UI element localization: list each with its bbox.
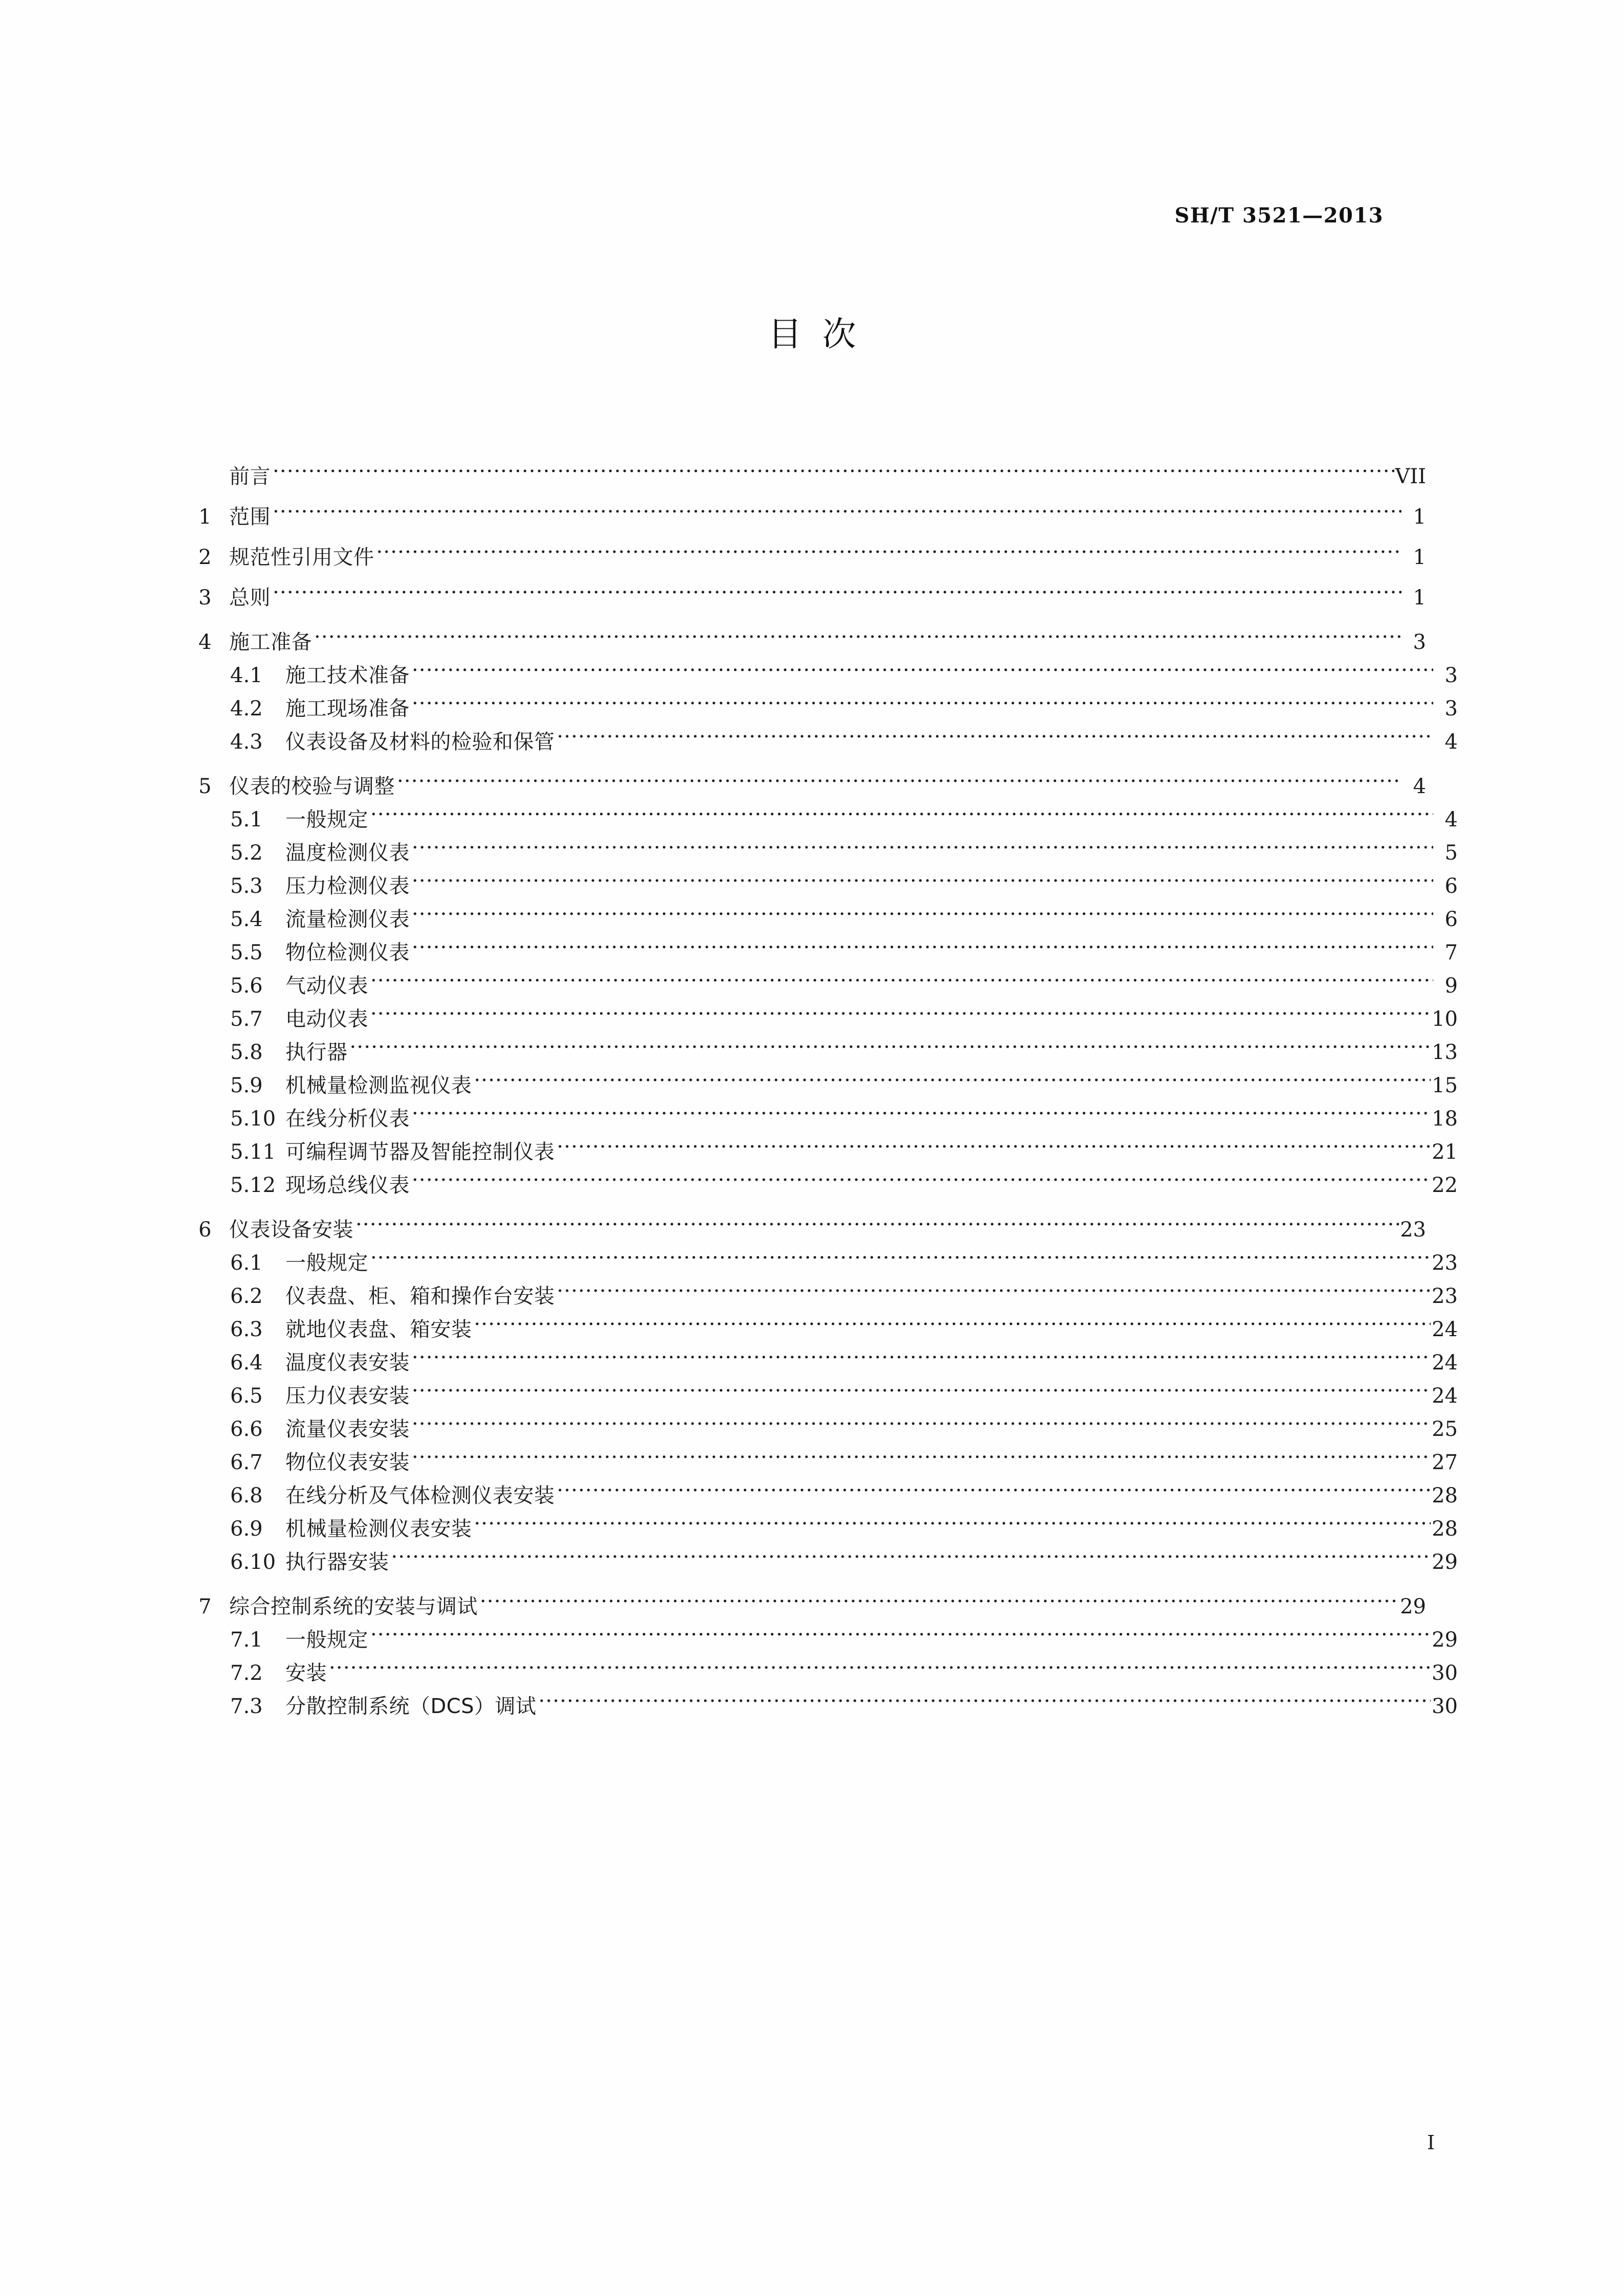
toc-entry-number: 6.10 xyxy=(230,1550,276,1574)
toc-dot-leader xyxy=(412,872,1433,893)
toc-entry[interactable] xyxy=(198,1626,1458,1650)
toc-entry-page-number: 4 xyxy=(1444,808,1458,831)
toc-entry-label: 电动仪表 xyxy=(285,1007,368,1031)
toc-entry-label: 执行器 xyxy=(285,1041,348,1064)
toc-entry[interactable] xyxy=(198,1593,1426,1617)
toc-entry[interactable] xyxy=(198,1415,1458,1439)
toc-dot-leader xyxy=(412,839,1433,860)
toc-entry-label: 一般规定 xyxy=(285,1628,368,1652)
toc-entry-label: 机械量检测仪表安装 xyxy=(285,1517,472,1541)
toc-entry-number: 4.3 xyxy=(230,730,263,754)
toc-dot-leader xyxy=(397,773,1401,793)
toc-entry-number: 5.10 xyxy=(230,1107,276,1131)
toc-dot-leader xyxy=(474,1515,1431,1536)
toc-entry[interactable] xyxy=(198,544,1426,568)
toc-dot-leader xyxy=(273,463,1394,483)
toc-entry[interactable] xyxy=(198,1659,1458,1683)
toc-entry-number: 5.12 xyxy=(230,1174,276,1197)
toc-entry-number: 6.6 xyxy=(230,1417,263,1441)
toc-entry[interactable] xyxy=(198,1039,1458,1063)
toc-entry[interactable] xyxy=(198,728,1458,752)
toc-dot-leader xyxy=(329,1659,1431,1680)
toc-entry-page-number: 23 xyxy=(1432,1285,1458,1308)
toc-entry-page-number: 10 xyxy=(1432,1007,1458,1031)
toc-dot-leader xyxy=(273,503,1401,524)
toc-entry-page-number: 24 xyxy=(1432,1318,1458,1341)
toc-entry-number: 6.7 xyxy=(230,1451,263,1474)
toc-dot-leader xyxy=(474,1072,1431,1092)
toc-entry-label: 温度检测仪表 xyxy=(285,841,410,865)
toc-entry[interactable] xyxy=(198,1449,1458,1473)
toc-entry-label: 压力仪表安装 xyxy=(285,1384,410,1408)
toc-entry-number: 1 xyxy=(198,505,212,529)
toc-entry-number: 5 xyxy=(198,775,212,798)
toc-entry-label: 综合控制系统的安装与调试 xyxy=(229,1595,478,1618)
toc-entry-page-number: 27 xyxy=(1432,1451,1458,1474)
toc-dot-leader xyxy=(539,1693,1431,1713)
toc-entry-label: 规范性引用文件 xyxy=(229,546,374,569)
toc-entry-number: 4.2 xyxy=(230,697,263,721)
toc-entry-page-number: 3 xyxy=(1444,664,1458,687)
toc-entry-number: 4 xyxy=(198,631,212,654)
toc-dot-leader xyxy=(412,662,1433,682)
toc-entry-page-number: 1 xyxy=(1413,505,1426,529)
toc-entry-page-number: 29 xyxy=(1432,1628,1458,1652)
toc-entry[interactable] xyxy=(198,1482,1458,1506)
toc-entry-page-number: 25 xyxy=(1432,1417,1458,1441)
toc-entry-page-number: 3 xyxy=(1413,631,1426,654)
toc-entry-label: 物位仪表安装 xyxy=(285,1451,410,1474)
toc-entry-number: 5.3 xyxy=(230,874,263,898)
toc-entry[interactable] xyxy=(198,1105,1458,1129)
toc-entry-number: 6 xyxy=(198,1218,212,1242)
toc-entry-label: 范围 xyxy=(229,505,271,529)
toc-entry-label: 仪表设备安装 xyxy=(229,1218,353,1242)
toc-entry-number: 2 xyxy=(198,546,212,569)
toc-entry[interactable] xyxy=(198,1316,1458,1340)
toc-entry-page-number: 1 xyxy=(1413,546,1426,569)
toc-entry-number: 6.5 xyxy=(230,1384,263,1408)
toc-entry[interactable] xyxy=(198,972,1458,996)
toc-entry-label: 一般规定 xyxy=(285,808,368,831)
toc-entry-page-number: 30 xyxy=(1432,1695,1458,1718)
toc-entry-page-number: VII xyxy=(1395,465,1426,488)
toc-entry-page-number: 28 xyxy=(1432,1484,1458,1507)
toc-dot-leader xyxy=(370,806,1433,826)
toc-entry-label: 仪表设备及材料的检验和保管 xyxy=(285,730,555,754)
toc-entry-label: 在线分析仪表 xyxy=(285,1107,410,1131)
toc-dot-leader xyxy=(391,1548,1431,1569)
toc-dot-leader xyxy=(412,906,1433,926)
toc-entry-page-number: 15 xyxy=(1432,1074,1458,1097)
toc-entry-page-number: 13 xyxy=(1432,1041,1458,1064)
toc-dot-leader xyxy=(314,628,1401,649)
toc-entry-page-number: 5 xyxy=(1444,841,1458,865)
toc-entry-number: 7.1 xyxy=(230,1628,263,1652)
toc-entry-label: 一般规定 xyxy=(285,1251,368,1275)
toc-entry[interactable] xyxy=(198,584,1426,608)
toc-entry[interactable] xyxy=(198,872,1458,896)
toc-entry-number: 3 xyxy=(198,586,212,610)
toc-entry[interactable] xyxy=(198,1349,1458,1373)
toc-entry-page-number: 23 xyxy=(1400,1218,1426,1242)
toc-entry-number: 4.1 xyxy=(230,664,263,687)
toc-entry-label: 在线分析及气体检测仪表安装 xyxy=(285,1484,555,1507)
toc-entry-number: 5.9 xyxy=(230,1074,263,1097)
toc-dot-leader xyxy=(412,1415,1431,1436)
toc-entry[interactable] xyxy=(198,1693,1458,1717)
toc-entry-label: 流量检测仪表 xyxy=(285,908,410,931)
toc-entry[interactable] xyxy=(198,1282,1458,1307)
toc-entry-page-number: 30 xyxy=(1432,1661,1458,1685)
toc-dot-leader xyxy=(355,1216,1399,1236)
toc-entry-number: 6.3 xyxy=(230,1318,263,1341)
toc-entry-page-number: 3 xyxy=(1444,697,1458,721)
toc-dot-leader xyxy=(370,1626,1431,1647)
toc-dot-leader xyxy=(273,584,1401,604)
toc-entry-number: 6.8 xyxy=(230,1484,263,1507)
toc-dot-leader xyxy=(412,1449,1431,1469)
toc-entry-number: 5.7 xyxy=(230,1007,263,1031)
toc-dot-leader xyxy=(412,1172,1431,1192)
toc-entry[interactable] xyxy=(198,939,1458,963)
toc-entry-page-number: 22 xyxy=(1432,1174,1458,1197)
footer-page-number: I xyxy=(1427,2131,1435,2154)
toc-entry-label: 气动仪表 xyxy=(285,974,368,998)
toc-entry-label: 就地仪表盘、箱安装 xyxy=(285,1318,472,1341)
toc-entry-number: 5.11 xyxy=(230,1140,276,1164)
toc-entry-number: 5.8 xyxy=(230,1041,263,1064)
toc-entry-page-number: 23 xyxy=(1432,1251,1458,1275)
toc-entry[interactable] xyxy=(198,1072,1458,1096)
toc-entry-label: 分散控制系统（DCS）调试 xyxy=(285,1695,537,1718)
toc-entry-page-number: 4 xyxy=(1413,775,1426,798)
toc-entry[interactable] xyxy=(198,1172,1458,1196)
toc-entry-page-number: 9 xyxy=(1444,974,1458,998)
toc-entry-label: 压力检测仪表 xyxy=(285,874,410,898)
toc-dot-leader xyxy=(350,1039,1431,1059)
toc-dot-leader xyxy=(557,1138,1431,1159)
page-title: 目次 xyxy=(768,314,877,354)
toc-dot-leader xyxy=(370,1005,1431,1026)
toc-entry-page-number: 4 xyxy=(1444,730,1458,754)
toc-entry-number: 6.2 xyxy=(230,1285,263,1308)
toc-entry-number: 7.2 xyxy=(230,1661,263,1685)
toc-entry-number: 6.4 xyxy=(230,1351,263,1375)
toc-entry-page-number: 1 xyxy=(1413,586,1426,610)
toc-entry[interactable] xyxy=(198,662,1458,686)
toc-entry[interactable] xyxy=(198,806,1458,830)
toc-entry-page-number: 6 xyxy=(1444,874,1458,898)
toc-entry[interactable] xyxy=(198,1005,1458,1029)
toc-entry-number: 5.4 xyxy=(230,908,263,931)
toc-dot-leader xyxy=(370,1249,1431,1270)
toc-dot-leader xyxy=(412,1105,1431,1126)
toc-dot-leader xyxy=(557,1282,1431,1303)
toc-entry[interactable] xyxy=(198,773,1426,797)
toc-entry-label: 可编程调节器及智能控制仪表 xyxy=(285,1140,555,1164)
toc-entry-number: 5.2 xyxy=(230,841,263,865)
toc-entry[interactable] xyxy=(198,1138,1458,1162)
toc-entry-page-number: 24 xyxy=(1432,1351,1458,1375)
toc-entry-label: 仪表盘、柜、箱和操作台安装 xyxy=(285,1285,555,1308)
toc-entry-page-number: 28 xyxy=(1432,1517,1458,1541)
running-header-standard-code: SH/T 3521—2013 xyxy=(1174,204,1384,228)
toc-entry-page-number: 29 xyxy=(1400,1595,1426,1618)
toc-entry-label: 执行器安装 xyxy=(285,1550,389,1574)
toc-entry[interactable] xyxy=(198,695,1458,719)
toc-entry-label: 总则 xyxy=(229,586,271,610)
toc-entry-label: 温度仪表安装 xyxy=(285,1351,410,1375)
toc-entry-page-number: 21 xyxy=(1432,1140,1458,1164)
toc-entry-label: 施工准备 xyxy=(229,631,312,654)
toc-entry[interactable] xyxy=(198,1382,1458,1406)
toc-entry[interactable] xyxy=(198,1249,1458,1273)
toc-entry[interactable] xyxy=(198,1548,1458,1572)
toc-dot-leader xyxy=(557,1482,1431,1502)
toc-dot-leader xyxy=(474,1316,1431,1336)
toc-entry-label: 现场总线仪表 xyxy=(285,1174,410,1197)
toc-entry-label: 流量仪表安装 xyxy=(285,1417,410,1441)
toc-entry-page-number: 18 xyxy=(1432,1107,1458,1131)
toc-entry-number: 5.1 xyxy=(230,808,263,831)
toc-entry-page-number: 29 xyxy=(1432,1550,1458,1574)
toc-dot-leader xyxy=(412,1382,1431,1403)
toc-entry[interactable] xyxy=(198,1216,1426,1240)
toc-entry-number: 7.3 xyxy=(230,1695,263,1718)
table-of-contents xyxy=(198,463,1458,1718)
toc-entry[interactable] xyxy=(198,906,1458,930)
toc-entry-label: 施工技术准备 xyxy=(285,664,410,687)
toc-entry-label: 仪表的校验与调整 xyxy=(229,775,395,798)
toc-entry-page-number: 7 xyxy=(1444,941,1458,964)
toc-entry-label: 安装 xyxy=(285,1661,327,1685)
toc-entry-number: 6.9 xyxy=(230,1517,263,1541)
toc-entry-page-number: 24 xyxy=(1432,1384,1458,1408)
toc-entry[interactable] xyxy=(198,1515,1458,1539)
toc-entry[interactable] xyxy=(198,628,1426,652)
toc-entry-page-number: 6 xyxy=(1444,908,1458,931)
toc-entry-label: 物位检测仪表 xyxy=(285,941,410,964)
toc-entry-number: 7 xyxy=(198,1595,212,1618)
toc-entry-label: 前言 xyxy=(229,465,271,488)
toc-entry-number: 5.5 xyxy=(230,941,263,964)
toc-entry[interactable] xyxy=(198,463,1426,487)
toc-dot-leader xyxy=(376,544,1402,564)
toc-dot-leader xyxy=(370,972,1433,993)
toc-dot-leader xyxy=(412,939,1433,959)
toc-entry-label: 施工现场准备 xyxy=(285,697,410,721)
toc-entry[interactable] xyxy=(198,839,1458,863)
toc-dot-leader xyxy=(557,728,1434,749)
toc-entry-number: 6.1 xyxy=(230,1251,263,1275)
toc-dot-leader xyxy=(480,1593,1399,1613)
toc-entry[interactable] xyxy=(198,503,1426,527)
toc-dot-leader xyxy=(412,1349,1431,1369)
toc-dot-leader xyxy=(412,695,1433,715)
toc-entry-number: 5.6 xyxy=(230,974,263,998)
toc-entry-label: 机械量检测监视仪表 xyxy=(285,1074,472,1097)
